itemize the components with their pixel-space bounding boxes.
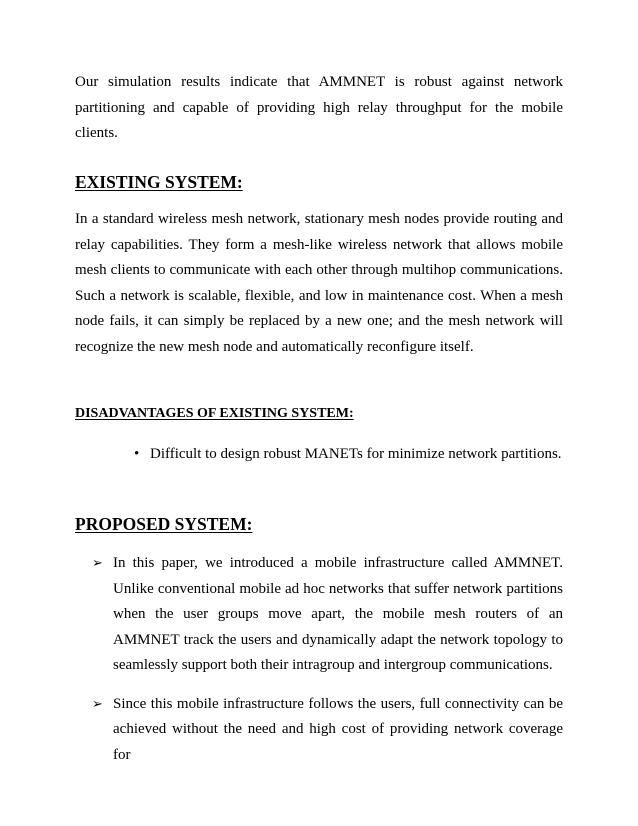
existing-system-paragraph: In a standard wireless mesh network, stationary mesh nodes provide routing and relay capabilities. They form a mesh-like wireless network that allows mobile mesh clients to communicate with each other through multihop communications. Such a network is scalable, flexible, and low in maintenance cost. When a mesh node fails, it can simply be replaced by a new one; and the mesh network will recognize the new mesh node and automatically reconfigure itself.: [75, 211, 563, 355]
disadvantages-heading: DISADVANTAGES OF EXISTING SYSTEM:: [75, 406, 354, 421]
list-item-text: Difficult to design robust MANETs for minimize network partitions.: [150, 446, 562, 462]
list-item-text: In this paper, we introduced a mobile infrastructure called AMMNET. Unlike conventional mobile ad hoc networks that suffer network partitions when the user groups move apart, the mobile mesh routers of an AMMNET track the users and dynamically adapt the network topology to seamlessly support both their intragroup and intergroup communications.: [113, 555, 563, 673]
disadvantages-list: [134, 442, 562, 467]
arrow-bullet-icon: ➢: [92, 696, 103, 712]
proposed-system-list: [92, 551, 563, 781]
list-item: [92, 551, 563, 679]
proposed-system-heading: PROPOSED SYSTEM:: [75, 514, 253, 534]
list-item: [134, 442, 562, 467]
existing-system-heading: EXISTING SYSTEM:: [75, 172, 243, 192]
arrow-bullet-icon: ➢: [92, 556, 103, 571]
list-item: [92, 692, 563, 769]
intro-paragraph: Our simulation results indicate that AMMNET is robust against network partitioning and capable of providing high relay throughput for the mobile clients.: [75, 74, 563, 141]
list-item-text: Since this mobile infrastructure follows the users, full connectivity can be achieved without the need and high cost of providing network coverage for: [113, 695, 563, 763]
bullet-dot-icon: •: [134, 446, 140, 462]
